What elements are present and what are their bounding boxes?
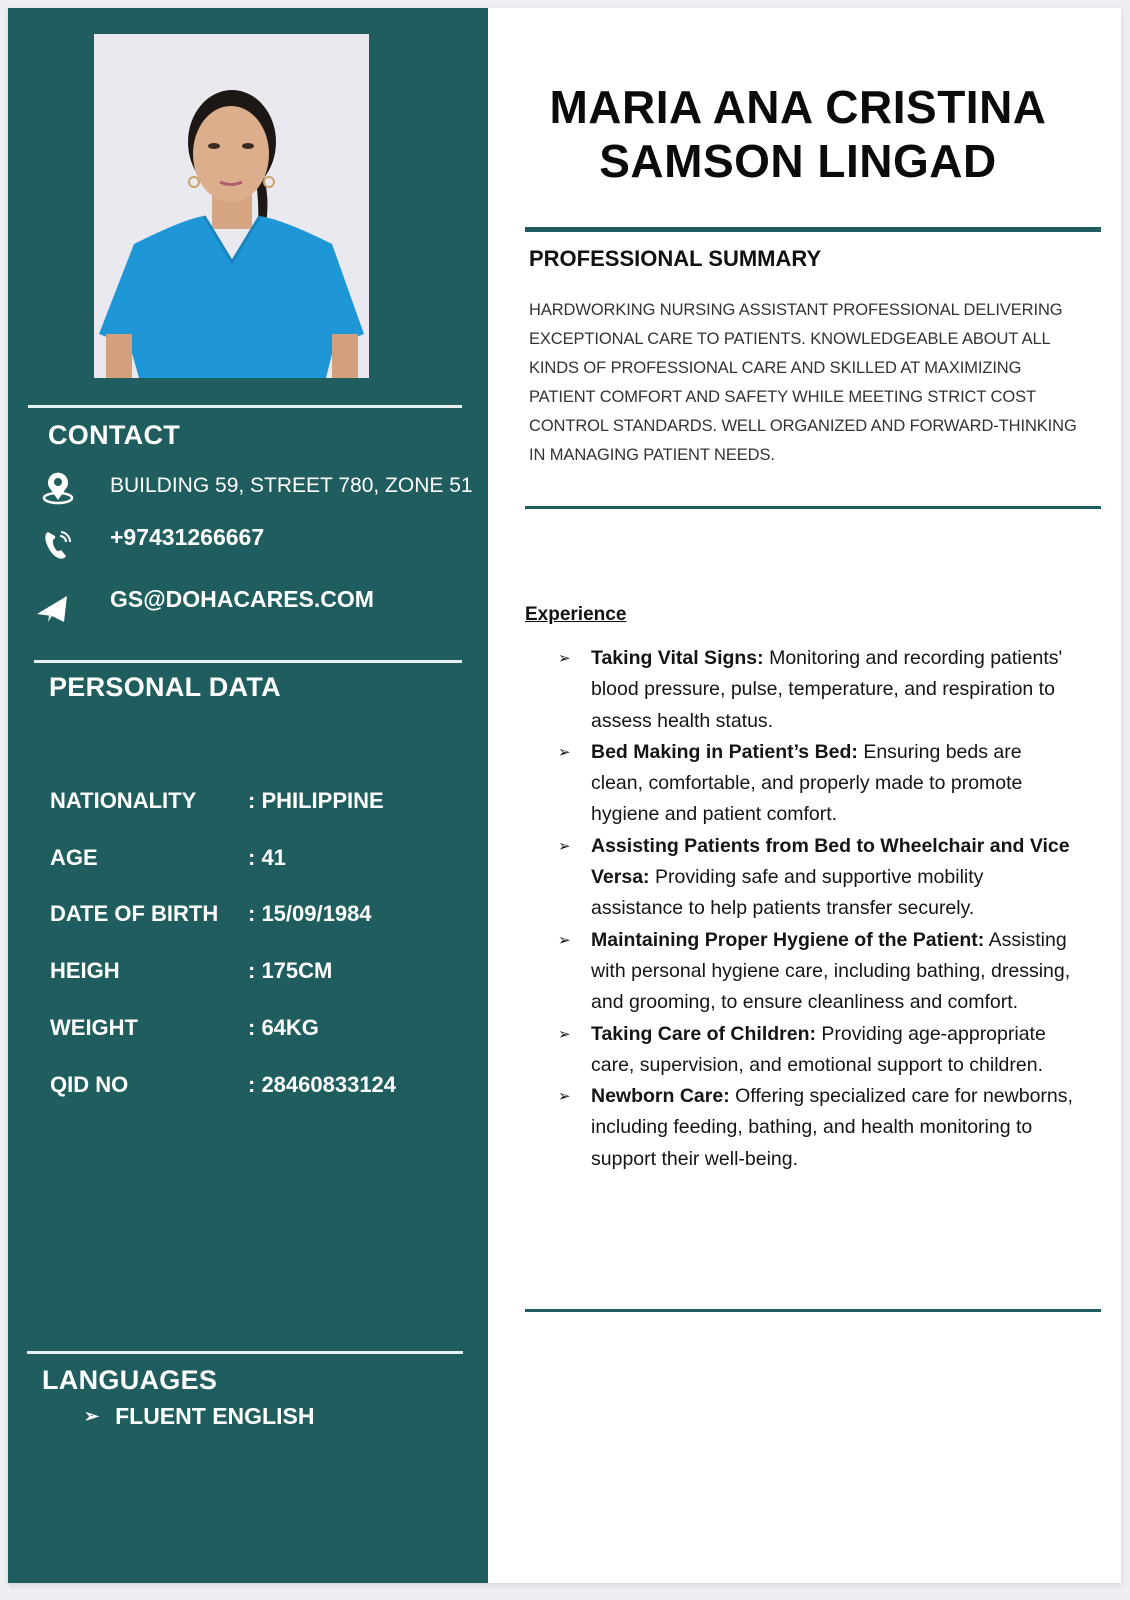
personal-label: NATIONALITY: [50, 788, 197, 813]
experience-item-text: Offering specialized care for newborns, including feeding, bathing, and health monitoring to support their well-being.: [591, 1085, 1073, 1170]
sidebar: [8, 8, 488, 1583]
experience-item: [558, 831, 1078, 925]
arrow-bullet-icon: ➢: [558, 650, 571, 667]
experience-heading: Experience: [525, 604, 627, 625]
personal-value: : 64KG: [248, 1015, 319, 1040]
experience-item-title: Taking Care of Children:: [591, 1022, 816, 1045]
personal-label: AGE: [50, 845, 98, 870]
language-item: [84, 1403, 314, 1430]
personal-data-divider: [34, 660, 462, 663]
experience-bottom-divider: [525, 1309, 1101, 1312]
experience-item: [558, 925, 1078, 1019]
main-content: [488, 8, 1121, 1583]
personal-label: QID NO: [50, 1072, 129, 1097]
arrow-bullet-icon: ➢: [558, 931, 571, 949]
summary-heading: PROFESSIONAL SUMMARY: [529, 246, 822, 271]
arrow-bullet-icon: ➢: [558, 743, 571, 761]
personal-value: : 175CM: [248, 958, 333, 983]
contact-address: [38, 468, 473, 508]
languages-heading: LANGUAGES: [42, 1365, 218, 1395]
personal-value: : PHILIPPINE: [248, 788, 384, 813]
email-link[interactable]: GS@DOHACARES.COM: [110, 586, 374, 612]
address-text: BUILDING 59, STREET 780, ZONE 51: [110, 474, 473, 497]
personal-label: HEIGH: [50, 958, 120, 983]
contact-phone: [38, 524, 265, 564]
arrow-bullet-icon: ➢: [84, 1406, 100, 1426]
paper-plane-icon: [32, 588, 72, 628]
experience-item-title: Taking Vital Signs:: [591, 647, 764, 669]
experience-item: [558, 643, 1078, 737]
personal-value: : 28460833124: [248, 1072, 397, 1097]
experience-item-title: Maintaining Proper Hygiene of the Patient:: [591, 928, 985, 951]
experience-item: [558, 1081, 1078, 1175]
experience-item-text: Providing age-appropriate care, supervision, and emotional support to children.: [591, 1022, 1046, 1076]
phone-link[interactable]: +97431266667: [110, 524, 265, 550]
name-line-1: MARIA ANA CRISTINA: [549, 81, 1047, 133]
language-label: FLUENT ENGLISH: [115, 1403, 315, 1429]
arrow-bullet-icon: ➢: [558, 837, 571, 855]
personal-value: : 41: [248, 845, 286, 870]
resume-page: [8, 8, 1121, 1583]
experience-item-text: Assisting with personal hygiene care, including bathing, dressing, and grooming, to ensure cleanliness and comfort.: [591, 928, 1071, 1014]
candidate-name: [518, 80, 1078, 188]
experience-item-text: Ensuring beds are clean, comfortable, and properly made to promote hygiene and patient comfort.: [591, 740, 1023, 826]
experience-item: [558, 1019, 1078, 1082]
summary-text: HARDWORKING NURSING ASSISTANT PROFESSIONAL DELIVERING EXCEPTIONAL CARE TO PATIENTS. KNOWLEDGEABLE ABOUT ALL KINDS OF PROFESSIONAL CARE AND SKILLED AT MAXIMIZING PATIENT COMFORT AND SAFETY WHILE MEETING STRICT COST CONTROL STANDARDS. WELL ORGANIZED AND FORWARD-THINKING IN MANAGING PATIENT NEEDS.: [529, 301, 1077, 464]
phone-icon: [38, 524, 78, 564]
summary-bottom-divider: [525, 506, 1101, 509]
personal-data-heading: PERSONAL DATA: [49, 672, 281, 702]
arrow-bullet-icon: ➢: [558, 1088, 571, 1106]
experience-item-text: Monitoring and recording patients' blood pressure, pulse, temperature, and respiration to assess health status.: [591, 647, 1063, 732]
contact-email: [32, 586, 374, 628]
profile-photo: [94, 34, 369, 378]
experience-item: [558, 737, 1078, 831]
experience-item-title: Newborn Care:: [591, 1085, 730, 1108]
name-line-2: SAMSON LINGAD: [599, 135, 997, 187]
arrow-bullet-icon: ➢: [558, 1025, 571, 1043]
location-pin-icon: [38, 468, 78, 508]
experience-item-title: Bed Making in Patient’s Bed:: [591, 740, 858, 763]
personal-label: WEIGHT: [50, 1015, 138, 1040]
experience-list: [558, 643, 1078, 1175]
contact-divider: [28, 405, 462, 408]
portrait-image: [94, 34, 369, 378]
experience-item-title: Assisting Patients from Bed to Wheelchair and Vice Versa:: [591, 834, 1070, 889]
personal-label: DATE OF BIRTH: [50, 901, 219, 926]
summary-top-divider: [525, 227, 1101, 232]
experience-item-text: Providing safe and supportive mobility assistance to help patients transfer securely.: [591, 866, 984, 920]
languages-divider: [27, 1351, 463, 1354]
contact-heading: CONTACT: [48, 420, 181, 450]
personal-value: : 15/09/1984: [248, 901, 372, 926]
